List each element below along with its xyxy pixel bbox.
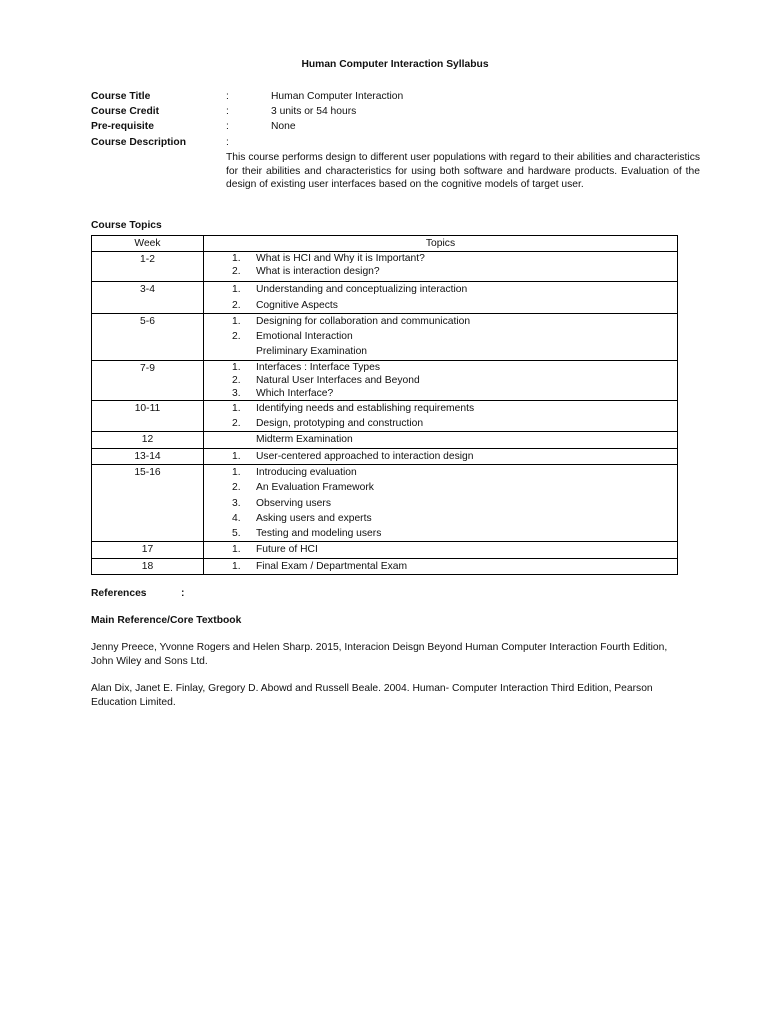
topic-text: Preliminary Examination — [256, 346, 368, 358]
topic-number: 1. — [232, 466, 241, 478]
topic-number: 2. — [232, 418, 241, 430]
topic-item — [204, 329, 677, 344]
topic-text: Observing users — [256, 497, 331, 509]
references-heading: References — [91, 588, 147, 599]
topic-number: 2. — [232, 266, 241, 278]
table-row — [92, 360, 678, 400]
table-row — [92, 558, 678, 574]
table-row — [92, 282, 678, 314]
course-title-colon: : — [226, 91, 229, 102]
topic-item — [204, 361, 677, 374]
table-row — [92, 464, 678, 541]
topics-cell — [204, 313, 678, 360]
week-cell: 17 — [92, 542, 204, 558]
topic-number: 1. — [232, 361, 241, 373]
week-cell: 12 — [92, 432, 204, 448]
table-row — [92, 542, 678, 558]
week-cell: 3-4 — [92, 282, 204, 314]
topic-text: Natural User Interfaces and Beyond — [256, 374, 420, 386]
prerequisite-value: None — [271, 121, 296, 132]
topics-cell — [204, 282, 678, 314]
week-cell: 5-6 — [92, 313, 204, 360]
course-credit-value: 3 units or 54 hours — [271, 106, 357, 117]
topic-text: Cognitive Aspects — [256, 299, 338, 311]
reference-entry: Jenny Preece, Yvonne Rogers and Helen Sharp. 2015, Interacion Deisgn Beyond Human Computer Interaction Fourth Edition, John Wiley and Sons Ltd. — [91, 642, 668, 667]
topic-number: 1. — [232, 544, 241, 556]
topics-column-header: Topics — [204, 236, 678, 252]
topic-text: Asking users and experts — [256, 512, 372, 524]
course-description-label: Course Description — [91, 137, 186, 148]
topic-text: Designing for collaboration and communication — [256, 315, 471, 327]
topics-cell — [204, 558, 678, 574]
core-textbook-heading: Main Reference/Core Textbook — [91, 615, 242, 626]
topic-item — [204, 401, 677, 416]
week-cell: 10-11 — [92, 400, 204, 432]
topic-number: 2. — [232, 299, 241, 311]
prerequisite-colon: : — [226, 121, 229, 132]
topics-cell — [204, 400, 678, 432]
topic-text: What is HCI and Why it is Important? — [256, 253, 425, 265]
reference-entry: Alan Dix, Janet E. Finlay, Gregory D. Abowd and Russell Beale. 2004. Human- Computer Interaction Third Edition, Pearson Education Limited. — [91, 683, 653, 708]
table-row — [92, 313, 678, 360]
topic-number: 2. — [232, 331, 241, 343]
topic-text: Interfaces : Interface Types — [256, 361, 381, 373]
course-topics-heading: Course Topics — [91, 220, 162, 231]
topic-item — [204, 449, 677, 464]
week-cell: 18 — [92, 558, 204, 574]
topics-cell — [204, 432, 678, 448]
prerequisite-label: Pre-requisite — [91, 121, 154, 132]
topic-item — [204, 387, 677, 400]
topic-number: 4. — [232, 512, 241, 524]
topic-text: Which Interface? — [256, 387, 334, 399]
course-title-label: Course Title — [91, 91, 151, 102]
topic-text: Midterm Examination — [256, 434, 353, 446]
course-credit-label: Course Credit — [91, 106, 160, 117]
topics-cell — [204, 448, 678, 464]
topic-text: Introducing evaluation — [256, 466, 357, 478]
topic-text: Design, prototyping and construction — [256, 418, 424, 430]
topic-number: 3. — [232, 497, 241, 509]
topic-text: Final Exam / Departmental Exam — [256, 560, 408, 572]
table-header-row — [92, 236, 678, 252]
week-cell: 13-14 — [92, 448, 204, 464]
table-row — [92, 432, 678, 448]
course-topics-table — [91, 235, 678, 575]
topic-number: 5. — [232, 528, 241, 540]
topic-number: 2. — [232, 374, 241, 386]
topic-text: Emotional Interaction — [256, 331, 353, 343]
topics-cell — [204, 252, 678, 282]
week-column-header: Week — [92, 236, 204, 252]
topic-text: Identifying needs and establishing requirements — [256, 402, 475, 414]
topic-number: 1. — [232, 253, 241, 265]
course-description-text: This course performs design to different user populations with regard to their abilities and characteristics for their abilities and characteristics for using both software and hardware products. Evaluation of the design of existing user interfaces based on the cognitive models of target user. — [226, 152, 700, 191]
table-row — [92, 400, 678, 432]
references-colon: : — [181, 588, 185, 599]
topic-item — [204, 496, 677, 511]
topics-cell — [204, 464, 678, 541]
table-row — [92, 252, 678, 282]
topic-text: An Evaluation Framework — [256, 482, 374, 494]
topic-item — [204, 252, 677, 265]
topic-item — [204, 480, 677, 495]
topic-number: 2. — [232, 482, 241, 494]
topics-cell — [204, 360, 678, 400]
week-cell: 1-2 — [92, 252, 204, 282]
topic-text: Future of HCI — [256, 544, 318, 556]
topic-item — [204, 511, 677, 526]
topic-number: 1. — [232, 402, 241, 414]
topic-text: Testing and modeling users — [256, 528, 382, 540]
topic-number: 1. — [232, 284, 241, 296]
table-row — [92, 448, 678, 464]
topic-number: 1. — [232, 315, 241, 327]
topic-item — [204, 416, 677, 431]
course-credit-colon: : — [226, 106, 229, 117]
topic-item — [204, 282, 677, 297]
topic-item — [204, 344, 677, 359]
topic-item — [204, 542, 677, 557]
course-description-colon: : — [226, 137, 229, 148]
topic-item — [204, 374, 677, 387]
topic-text: User-centered approached to interaction design — [256, 450, 474, 462]
week-cell: 15-16 — [92, 464, 204, 541]
topic-number: 3. — [232, 387, 241, 399]
topic-text: Understanding and conceptualizing interaction — [256, 284, 468, 296]
topic-number: 1. — [232, 450, 241, 462]
topic-item — [204, 559, 677, 574]
topic-item — [204, 298, 677, 313]
page-title: Human Computer Interaction Syllabus — [301, 59, 489, 70]
topic-item — [204, 465, 677, 480]
topic-text: What is interaction design? — [256, 266, 380, 278]
course-title-value: Human Computer Interaction — [271, 91, 404, 102]
topic-item — [204, 314, 677, 329]
week-cell: 7-9 — [92, 360, 204, 400]
topic-item — [204, 432, 677, 447]
topic-item — [204, 265, 677, 278]
topic-number: 1. — [232, 560, 241, 572]
topic-item — [204, 526, 677, 541]
topics-cell — [204, 542, 678, 558]
